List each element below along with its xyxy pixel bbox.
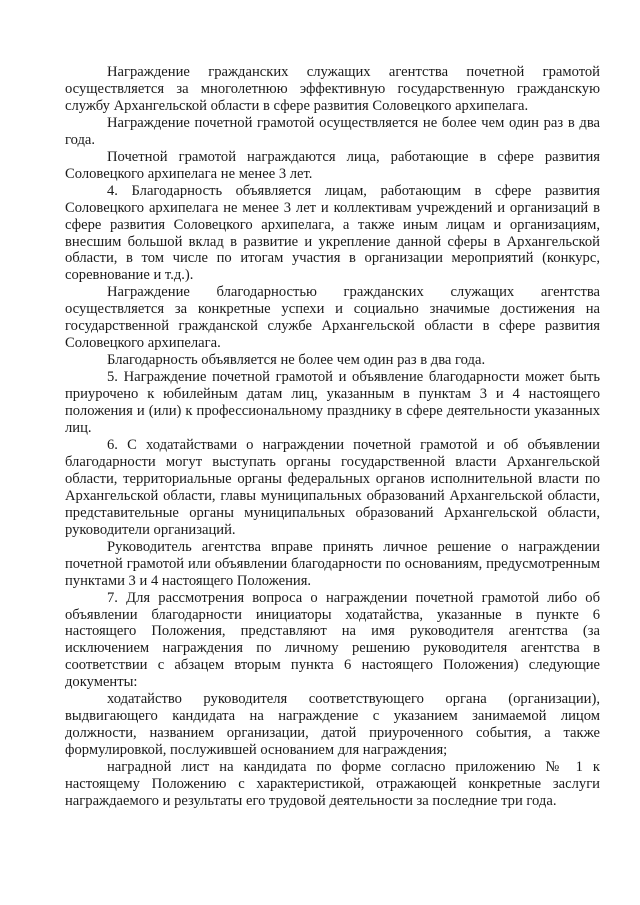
paragraph-head-decision: Руководитель агентства вправе принять личное решение о награждении почетной грамотой или объявлении благодарности по основаниям, предусмотренным пунктами 3 и 4 настоящего Положения. bbox=[65, 538, 600, 589]
paragraph-item-5: 5. Награждение почетной грамотой и объявление благодарности может быть приурочено к юбилейным датам лиц, указанным в пунктам 3 и 4 настоящего положения и (или) к профессиональному празднику в сфере деятельности указанных лиц. bbox=[65, 369, 600, 437]
paragraph-award-frequency: Награждение почетной грамотой осуществляется не более чем один раз в два года. bbox=[65, 114, 600, 148]
list-item-award-sheet: наградной лист на кандидата по форме согласно приложению № 1 к настоящему Положению с характеристикой, отражающей конкретные заслуги награждаемого и результаты его трудовой деятельности за последние три года. bbox=[65, 759, 600, 809]
paragraph-item-6: 6. С ходатайствами о награждении почетной грамотой и об объявлении благодарности могут выступать органы государственной власти Архангельской области, территориальные органы федеральных органов исполнительной власти по Архангельской области, главы муниципальных образований Архангельской области, представительные органы муниципальных образований Архангельской области, руководители организаций. bbox=[65, 436, 600, 538]
paragraph-item-4: 4. Благодарность объявляется лицам, работающим в сфере развития Соловецкого архипелага не менее 3 лет и коллективам учреждений и организаций в сфере развития Соловецкого архипелага, а также иным лицам и организациям, внесшим большой вклад в развитие и укрепление данной сферы в Архангельской области, в том числе по итогам участия в организации мероприятий (конкурс, соревнование и т.д.). bbox=[65, 182, 600, 284]
paragraph-item-7: 7. Для рассмотрения вопроса о награждении почетной грамотой либо об объявлении благодарности инициаторы ходатайства, указанные в пункте 6 настоящего Положения, представляют на имя руководителя агентства (за исключением награждения по личному решению руководителя агентства в соответствии с абзацем вторым пункта 6 настоящего Положения) следующие документы: bbox=[65, 589, 600, 691]
list-item-petition: ходатайство руководителя соответствующего органа (организации), выдвигающего кандидата на награждение с указанием занимаемой лицом должности, названием организации, датой приуроченного события, а также формулировкой, послужившей основанием для награждения; bbox=[65, 691, 600, 759]
paragraph-gratitude-civil-servants: Награждение благодарностью гражданских служащих агентства осуществляется за конкретные успехи и социально значимые достижения на государственной гражданской службе Архангельской области в сфере развития Соловецкого архипелага. bbox=[65, 284, 600, 352]
paragraph-gratitude-frequency: Благодарность объявляется не более чем один раз в два года. bbox=[107, 352, 486, 369]
paragraph-award-civil-servants: Награждение гражданских служащих агентства почетной грамотой осуществляется за многолетнюю эффективную государственную гражданскую службу Архангельской области в сфере развития Соловецкого архипелага. bbox=[65, 64, 600, 114]
paragraph-award-eligibility: Почетной грамотой награждаются лица, работающие в сфере развития Соловецкого архипелага не менее 3 лет. bbox=[65, 148, 600, 182]
